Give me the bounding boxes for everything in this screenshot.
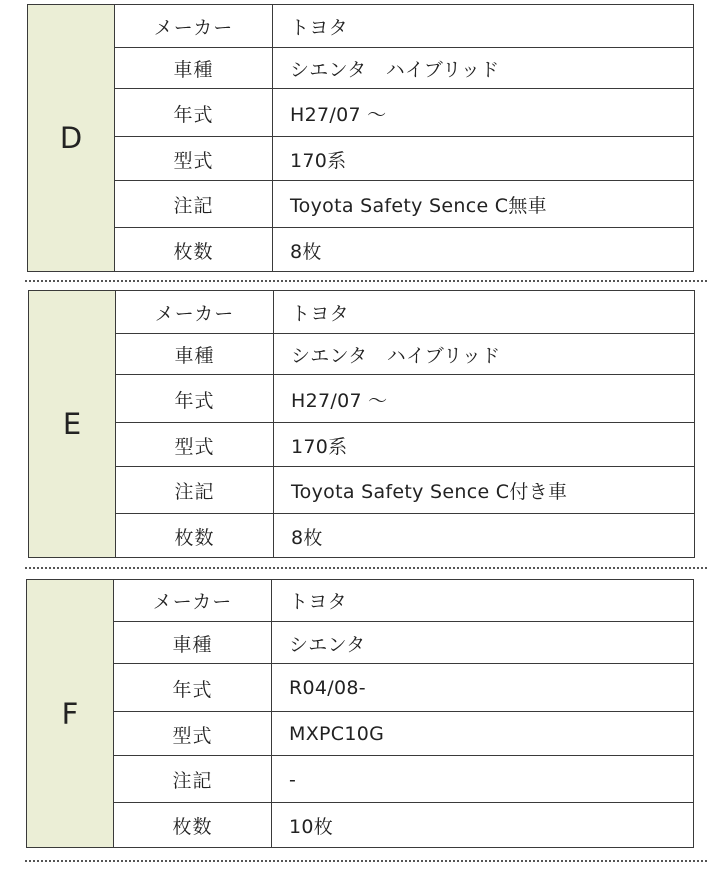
value-type: MXPC10G (289, 723, 385, 745)
label-year: 年式 (114, 664, 272, 712)
value-note: Toyota Safety Sence C無車 (290, 195, 547, 217)
row-model (115, 47, 693, 89)
value-count: 10枚 (289, 816, 334, 838)
value-count: 8枚 (290, 240, 322, 263)
row-note (115, 180, 693, 228)
label-maker: メーカー (115, 5, 273, 47)
dotted-divider (25, 567, 707, 569)
dotted-divider (25, 860, 707, 862)
value-year: H27/07 ～ (290, 103, 387, 126)
block-letter: D (28, 5, 115, 271)
value-model: シエンタ ハイブリッド (291, 345, 501, 367)
label-model: 車種 (116, 334, 274, 375)
value-year: H27/07 ～ (291, 389, 388, 412)
row-type (116, 422, 694, 467)
label-count: 枚数 (116, 514, 274, 558)
value-note: - (289, 768, 297, 791)
spec-block-d (27, 4, 694, 272)
row-model (114, 621, 693, 664)
row-note (116, 466, 694, 514)
row-model (116, 333, 694, 375)
value-type: 170系 (290, 149, 347, 172)
block-letter: E (29, 291, 116, 557)
value-count: 8枚 (291, 526, 323, 549)
value-maker: トヨタ (290, 16, 348, 39)
label-maker: メーカー (114, 580, 272, 621)
value-model: シエンタ ハイブリッド (290, 59, 500, 81)
value-maker: トヨタ (289, 591, 347, 613)
label-maker: メーカー (116, 291, 274, 333)
label-count: 枚数 (115, 228, 273, 272)
label-note: 注記 (114, 756, 272, 803)
label-year: 年式 (116, 375, 274, 423)
row-type (115, 136, 693, 181)
label-model: 車種 (114, 622, 272, 664)
label-note: 注記 (115, 181, 273, 228)
value-note: Toyota Safety Sence C付き車 (291, 481, 568, 503)
row-maker (116, 291, 694, 333)
label-year: 年式 (115, 89, 273, 137)
label-type: 型式 (115, 137, 273, 181)
row-count (115, 227, 693, 272)
row-maker (115, 5, 693, 47)
row-year (114, 663, 693, 712)
row-year (115, 88, 693, 137)
value-type: 170系 (291, 435, 348, 458)
value-model: シエンタ (289, 633, 366, 656)
row-count (114, 802, 693, 848)
value-year: R04/08- (289, 677, 366, 699)
value-maker: トヨタ (291, 302, 349, 325)
label-note: 注記 (116, 467, 274, 514)
label-type: 型式 (114, 712, 272, 756)
label-model: 車種 (115, 48, 273, 89)
row-maker (114, 580, 693, 621)
spec-block-e (28, 290, 695, 558)
label-count: 枚数 (114, 803, 272, 848)
block-letter: F (27, 580, 114, 847)
row-year (116, 374, 694, 423)
label-type: 型式 (116, 423, 274, 467)
row-count (116, 513, 694, 558)
dotted-divider (25, 280, 707, 282)
row-type (114, 711, 693, 756)
spec-block-f (26, 579, 694, 848)
row-note (114, 755, 693, 803)
